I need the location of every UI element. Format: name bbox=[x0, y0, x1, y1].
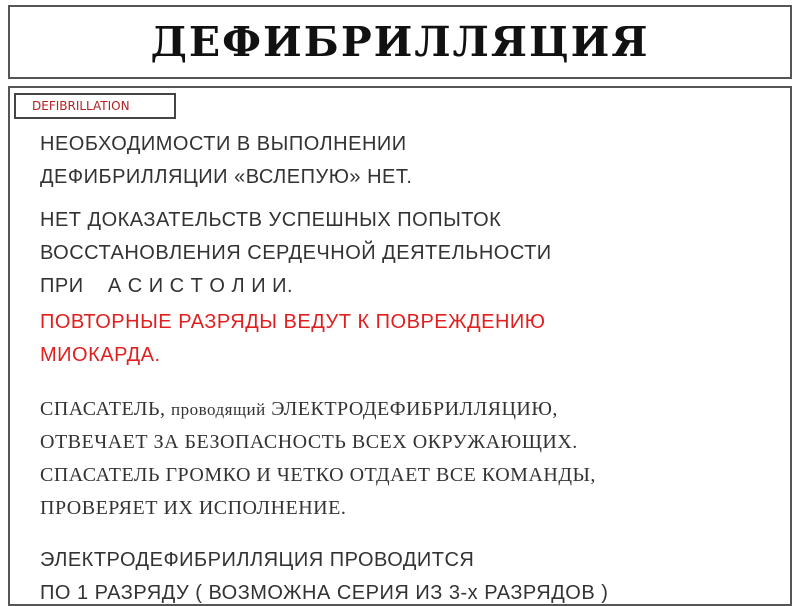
text-line: СПАСАТЕЛЬ ГРОМКО И ЧЕТКО ОТДАЕТ ВСЕ КОМАНДЫ, bbox=[40, 464, 596, 486]
paragraph-warning bbox=[40, 306, 546, 372]
paragraph-blind-defibrillation bbox=[40, 128, 412, 194]
text-line: НЕОБХОДИМОСТИ В ВЫПОЛНЕНИИ bbox=[40, 133, 407, 155]
paragraph-discharge bbox=[40, 544, 608, 606]
paragraph-rescuer bbox=[40, 393, 596, 525]
text-line: ЭЛЕКТРОДЕФИБРИЛЛЯЦИЯ ПРОВОДИТСЯ bbox=[40, 549, 475, 571]
defibrillation-tag: DEFIBRILLATION bbox=[14, 93, 176, 119]
conducting-word: проводящий bbox=[170, 400, 266, 419]
electrodefibrillation-word: ЭЛЕКТРОДЕФИБРИЛЛЯЦИЮ, bbox=[271, 398, 558, 420]
text-line: ВОССТАНОВЛЕНИЯ СЕРДЕЧНОЙ ДЕЯТЕЛЬНОСТИ bbox=[40, 242, 552, 264]
content-frame bbox=[8, 86, 792, 606]
text-line: МИОКАРДА. bbox=[40, 344, 161, 366]
rescuer-word: СПАСАТЕЛЬ, bbox=[40, 398, 166, 420]
text-line: ПРИ А С И С Т О Л И И. bbox=[40, 275, 294, 297]
text-line: ОТВЕЧАЕТ ЗА БЕЗОПАСНОСТЬ ВСЕХ ОКРУЖАЮЩИХ. bbox=[40, 431, 578, 453]
title-frame bbox=[8, 5, 792, 79]
text-line: ПО 1 РАЗРЯДУ ( ВОЗМОЖНА СЕРИЯ ИЗ 3-х РАЗРЯДОВ ) bbox=[40, 582, 609, 604]
slide-title: ДЕФИБРИЛЛЯЦИЯ bbox=[150, 18, 650, 66]
text-line: ДЕФИБРИЛЛЯЦИИ «ВСЛЕПУЮ» НЕТ. bbox=[40, 166, 413, 188]
text-line: НЕТ ДОКАЗАТЕЛЬСТВ УСПЕШНЫХ ПОПЫТОК bbox=[40, 209, 502, 231]
paragraph-asystole bbox=[40, 204, 552, 303]
text-line: ПОВТОРНЫЕ РАЗРЯДЫ ВЕДУТ К ПОВРЕЖДЕНИЮ bbox=[40, 311, 546, 333]
text-line bbox=[40, 393, 596, 426]
text-line: ПРОВЕРЯЕТ ИХ ИСПОЛНЕНИЕ. bbox=[40, 497, 347, 519]
